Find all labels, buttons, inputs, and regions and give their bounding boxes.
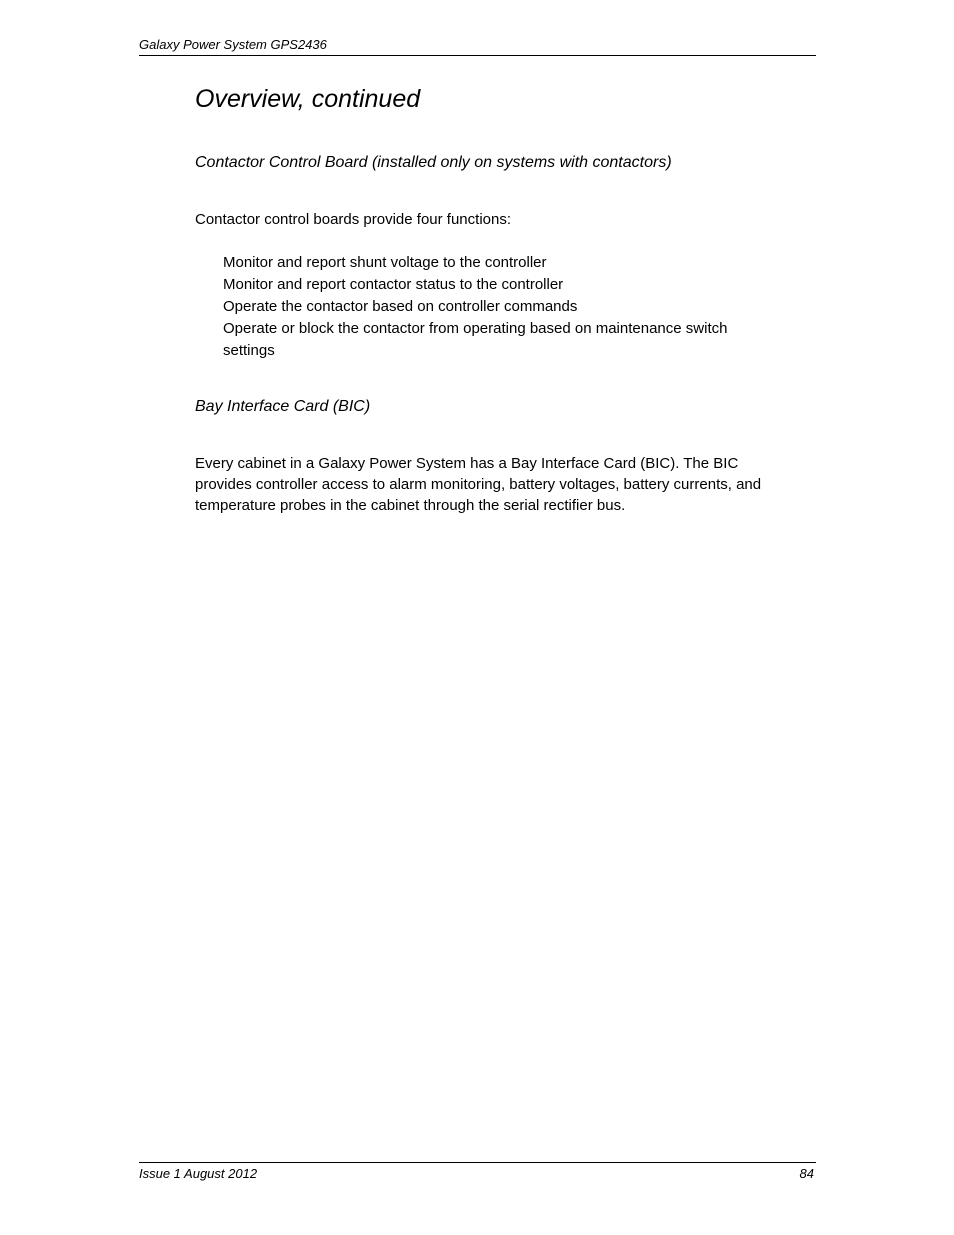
section-intro: Contactor control boards provide four functions: [195,211,512,228]
document-title: Galaxy Power System GPS2436 [139,37,327,52]
section-body: Every cabinet in a Galaxy Power System has a Bay Interface Card (BIC). The BIC provides controller access to alarm monitoring, battery voltages, battery currents, and temperature probes in the cabinet through the serial rectifier bus. [195,455,762,514]
page-number: 84 [799,1166,814,1181]
running-footer [139,1162,816,1182]
list-item: Operate or block the contactor from operating based on maintenance switch settings [223,320,728,359]
page-title: Overview, continued [195,85,421,113]
list-item: Monitor and report shunt voltage to the controller [223,254,547,271]
functions-list [223,252,778,362]
list-item: Operate the contactor based on controller commands [223,298,578,315]
section-heading-contactor-control-board: Contactor Control Board (installed only on systems with contactors) [195,154,672,171]
section-heading-bay-interface-card: Bay Interface Card (BIC) [195,398,371,415]
running-header [139,37,816,56]
issue-date: Issue 1 August 2012 [139,1166,258,1181]
list-item: Monitor and report contactor status to the controller [223,276,564,293]
